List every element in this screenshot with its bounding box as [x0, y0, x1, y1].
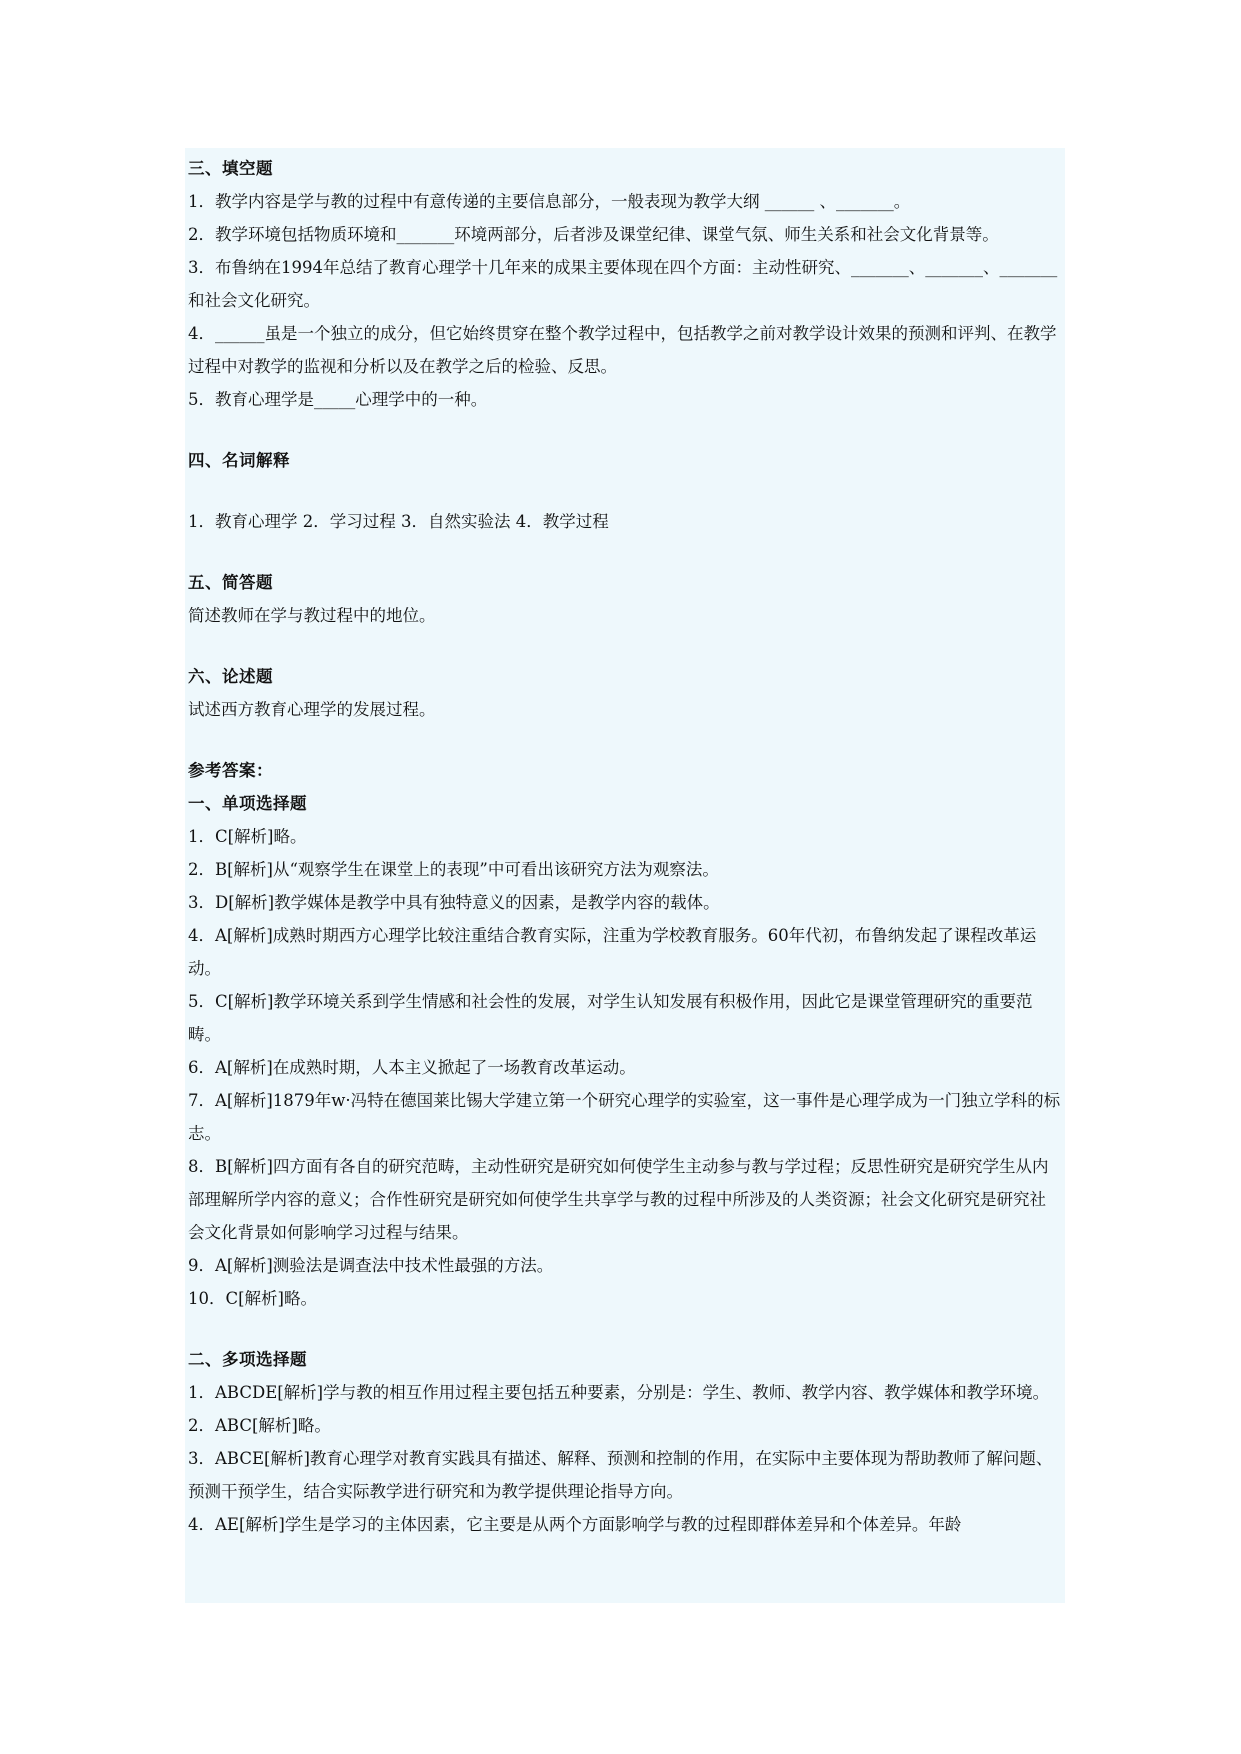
fill-item-5: 5．教育心理学是_____心理学中的一种。	[188, 390, 488, 409]
terms-line: 1．教育心理学 2．学习过程 3．自然实验法 4．教学过程	[188, 512, 609, 531]
fill-item-2: 2．教学环境包括物质环境和_______环境两部分，后者涉及课堂纪律、课堂气氛、师生关系和社会文化背景等。	[188, 225, 999, 244]
answer-multi-1: 1．ABCDE[解析]学与教的相互作用过程主要包括五种要素，分别是：学生、教师、教学内容、教学媒体和教学环境。	[188, 1383, 1050, 1402]
section-title-terms: 四、名词解释	[188, 451, 290, 470]
answer-single-5: 5．C[解析]教学环境关系到学生情感和社会性的发展，对学生认知发展有积极作用，因此它是课堂管理研究的重要范畴。	[188, 992, 1033, 1044]
section-title-fill: 三、填空题	[188, 159, 273, 178]
fill-item-4: 4．______虽是一个独立的成分，但它始终贯穿在整个教学过程中，包括教学之前对教学设计效果的预测和评判、在教学过程中对教学的监视和分析以及在教学之后的检验、反思。	[188, 324, 1057, 376]
answers-single-title: 一、单项选择题	[188, 794, 307, 813]
answer-single-8: 8．B[解析]四方面有各自的研究范畴，主动性研究是研究如何使学生主动参与教与学过程；反思性研究是研究学生从内部理解所学内容的意义；合作性研究是研究如何使学生共享学与教的过程中所涉及的人类资源；社会文化研究是研究社会文化背景如何影响学习过程与结果。	[188, 1157, 1049, 1242]
short-line: 简述教师在学与教过程中的地位。	[188, 606, 436, 625]
answers-multi-title: 二、多项选择题	[188, 1350, 307, 1369]
answer-single-7: 7．A[解析]1879年w·冯特在德国莱比锡大学建立第一个研究心理学的实验室，这一事件是心理学成为一门独立学科的标志。	[188, 1091, 1061, 1143]
section-title-short: 五、简答题	[188, 573, 273, 592]
answer-single-4: 4．A[解析]成熟时期西方心理学比较注重结合教育实际，注重为学校教育服务。60年代初，布鲁纳发起了课程改革运动。	[188, 926, 1037, 978]
answer-single-9: 9．A[解析]测验法是调查法中技术性最强的方法。	[188, 1256, 554, 1275]
document-content	[188, 152, 1062, 1541]
answer-single-6: 6．A[解析]在成熟时期，人本主义掀起了一场教育改革运动。	[188, 1058, 636, 1077]
section-title-essay: 六、论述题	[188, 667, 273, 686]
fill-item-3: 3．布鲁纳在1994年总结了教育心理学十几年来的成果主要体现在四个方面：主动性研究、_______、_______、_______ 和社会文化研究。	[188, 258, 1058, 310]
essay-line: 试述西方教育心理学的发展过程。	[188, 700, 436, 719]
answer-single-3: 3．D[解析]教学媒体是教学中具有独特意义的因素，是教学内容的载体。	[188, 893, 720, 912]
answer-single-1: 1．C[解析]略。	[188, 827, 307, 846]
answer-multi-2: 2．ABC[解析]略。	[188, 1416, 331, 1435]
fill-item-1: 1．教学内容是学与教的过程中有意传递的主要信息部分，一般表现为教学大纲 ______ 、_______。	[188, 192, 911, 211]
answer-single-2: 2．B[解析]从“观察学生在课堂上的表现”中可看出该研究方法为观察法。	[188, 860, 719, 879]
answer-single-10: 10．C[解析]略。	[188, 1289, 317, 1308]
document-page	[185, 148, 1065, 1603]
answer-multi-4: 4．AE[解析]学生是学习的主体因素，它主要是从两个方面影响学与教的过程即群体差异和个体差异。年龄	[188, 1515, 962, 1534]
answer-multi-3: 3．ABCE[解析]教育心理学对教育实践具有描述、解释、预测和控制的作用，在实际中主要体现为帮助教师了解问题、预测干预学生，结合实际教学进行研究和为教学提供理论指导方向。	[188, 1449, 1053, 1501]
answers-title: 参考答案：	[188, 761, 273, 780]
